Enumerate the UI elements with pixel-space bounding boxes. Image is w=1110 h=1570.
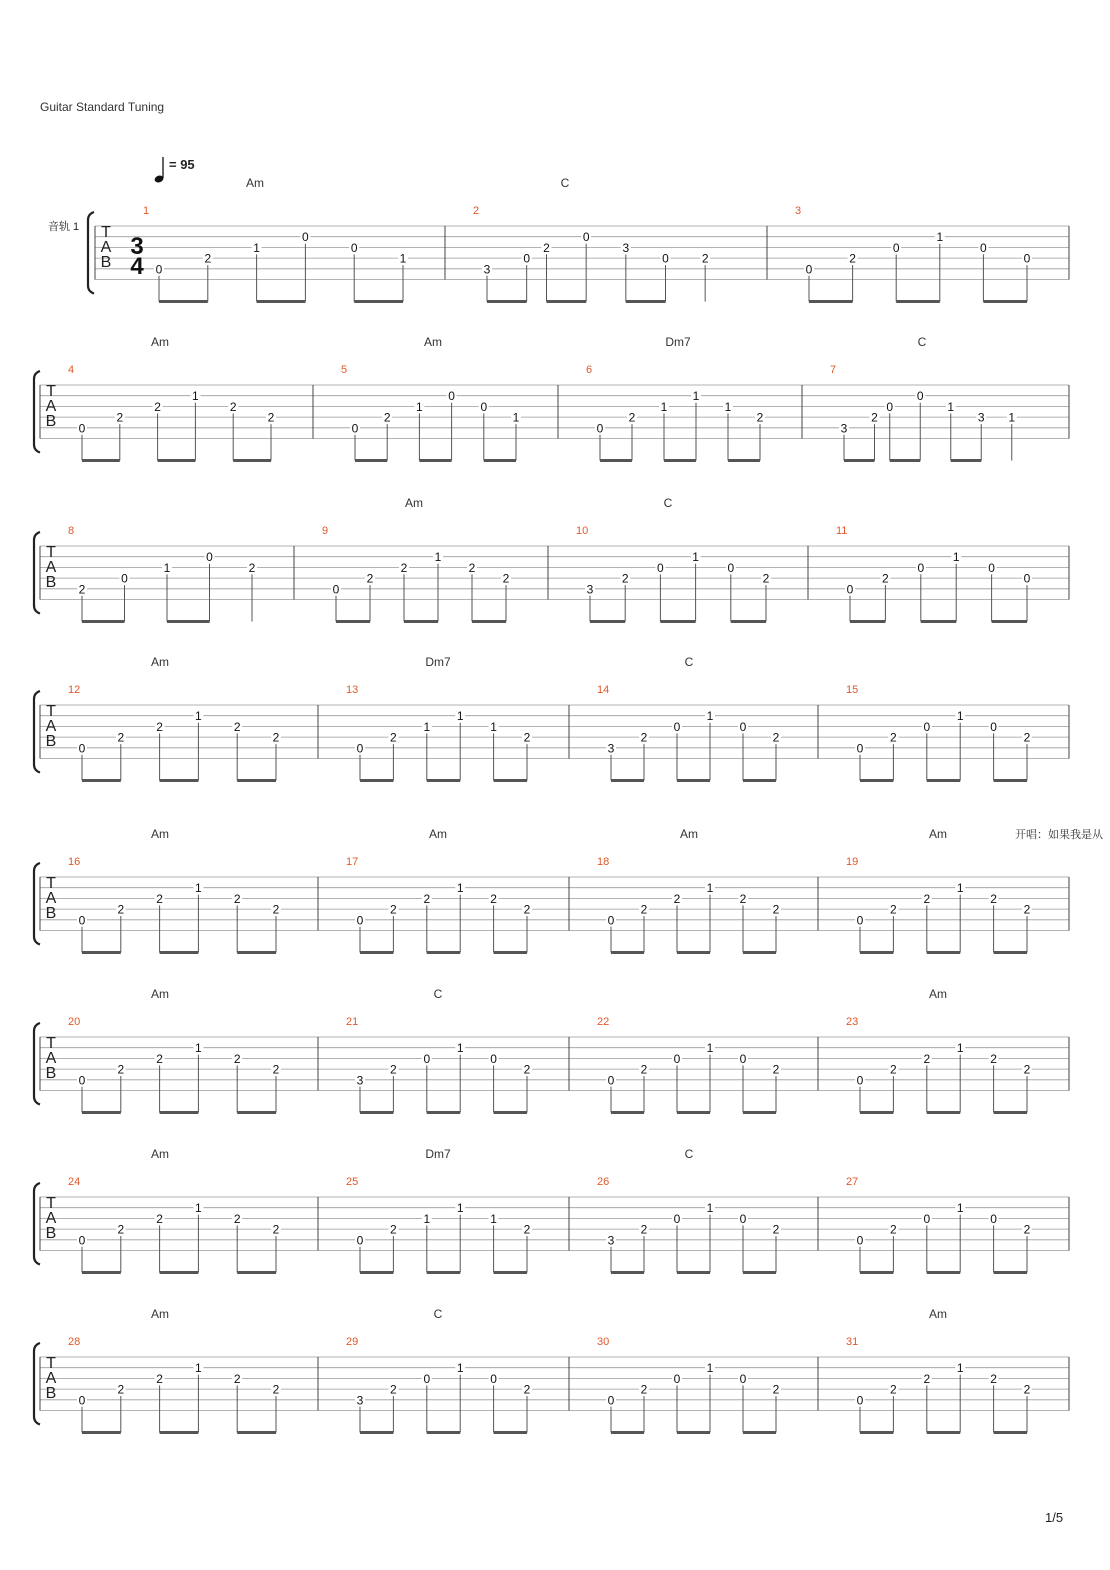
- measure-number: 28: [68, 1336, 81, 1348]
- fret-number: 2: [272, 1062, 280, 1077]
- chord-label: Am: [151, 987, 169, 1001]
- fret-number: 1: [706, 1201, 714, 1216]
- fret-number: 2: [1023, 1062, 1031, 1077]
- tab-clef-letter: A: [45, 398, 57, 415]
- fret-number: 0: [78, 741, 86, 756]
- fret-number: 0: [916, 389, 924, 404]
- fret-number: 0: [78, 1393, 86, 1408]
- fret-number: 0: [673, 1051, 681, 1066]
- chord-label: C: [663, 496, 673, 510]
- fret-number: 2: [640, 1382, 648, 1397]
- tempo-marking: = 95: [169, 157, 195, 172]
- fret-number: 0: [596, 421, 604, 436]
- fret-number: 1: [490, 719, 497, 734]
- fret-number: 0: [990, 719, 997, 734]
- fret-number: 0: [727, 560, 735, 575]
- tab-clef-letter: B: [45, 905, 57, 922]
- fret-number: 2: [701, 251, 709, 266]
- fret-number: 0: [607, 913, 615, 928]
- measure-number: 22: [597, 1016, 610, 1028]
- fret-number: 0: [673, 1211, 681, 1226]
- tab-clef-letter: T: [46, 1195, 56, 1212]
- chord-label: C: [560, 176, 570, 190]
- measure-number: 11: [836, 525, 848, 537]
- fret-number: 2: [390, 902, 397, 917]
- fret-number: 2: [272, 902, 280, 917]
- chord-label: Am: [151, 655, 169, 669]
- fret-number: 3: [586, 582, 594, 597]
- system-bracket: [34, 863, 40, 945]
- fret-number: 2: [400, 560, 408, 575]
- fret-number: 2: [117, 1222, 125, 1237]
- chord-label: Am: [246, 176, 264, 190]
- fret-number: 1: [456, 881, 464, 896]
- fret-number: 1: [956, 709, 964, 724]
- chord-label: Am: [680, 827, 698, 841]
- tab-clef-letter: B: [45, 413, 57, 430]
- tab-clef-letter: A: [45, 559, 57, 576]
- fret-number: 0: [892, 240, 900, 255]
- fret-number: 3: [977, 410, 985, 425]
- fret-number: 1: [706, 1041, 714, 1056]
- fret-number: 1: [490, 1211, 497, 1226]
- chord-label: C: [684, 1147, 694, 1161]
- fret-number: 0: [607, 1073, 615, 1088]
- measure-number: 16: [68, 856, 81, 868]
- fret-number: 0: [856, 1073, 864, 1088]
- chord-label: Am: [151, 1307, 169, 1321]
- measure-number: 23: [846, 1016, 859, 1028]
- fret-number: 0: [662, 251, 669, 266]
- fret-number: 2: [640, 730, 648, 745]
- chord-label: C: [433, 1307, 443, 1321]
- fret-number: 2: [673, 891, 681, 906]
- measure-number: 5: [341, 364, 348, 376]
- tab-clef-letter: A: [45, 890, 57, 907]
- fret-number: 3: [622, 240, 630, 255]
- fret-number: 2: [523, 730, 531, 745]
- measure-number: 26: [597, 1176, 610, 1188]
- fret-number: 2: [923, 891, 931, 906]
- page-number: 1/5: [1045, 1510, 1064, 1525]
- measure-number: 3: [795, 205, 802, 217]
- fret-number: 2: [890, 1062, 897, 1077]
- fret-number: 0: [673, 1371, 681, 1386]
- tab-clef-letter: T: [46, 544, 56, 561]
- fret-number: 1: [434, 550, 442, 565]
- tuning-label: Guitar Standard Tuning: [40, 100, 165, 114]
- fret-number: 1: [706, 881, 714, 896]
- fret-number: 0: [78, 1073, 86, 1088]
- fret-number: 2: [117, 1382, 125, 1397]
- fret-number: 0: [856, 741, 864, 756]
- fret-number: 2: [248, 560, 256, 575]
- fret-number: 1: [195, 1201, 202, 1216]
- fret-number: 2: [543, 240, 550, 255]
- fret-number: 1: [416, 399, 423, 414]
- fret-number: 0: [523, 251, 531, 266]
- tab-clef-letter: B: [45, 574, 57, 591]
- fret-number: 2: [1023, 1222, 1031, 1237]
- fret-number: 2: [640, 1062, 648, 1077]
- fret-number: 0: [121, 571, 128, 586]
- measure-number: 31: [846, 1336, 859, 1348]
- fret-number: 2: [523, 1062, 531, 1077]
- fret-number: 0: [155, 262, 163, 277]
- system-bracket: [88, 212, 94, 294]
- fret-number: 2: [502, 571, 510, 586]
- fret-number: 3: [607, 741, 615, 756]
- fret-number: 0: [350, 240, 358, 255]
- measure-number: 25: [346, 1176, 359, 1188]
- fret-number: 2: [990, 1371, 997, 1386]
- chord-label: Am: [151, 1147, 169, 1161]
- fret-number: 2: [390, 1062, 397, 1077]
- fret-number: 2: [78, 582, 86, 597]
- fret-number: 2: [390, 730, 397, 745]
- fret-number: 0: [846, 582, 854, 597]
- fret-number: 1: [423, 719, 431, 734]
- fret-number: 1: [936, 230, 944, 245]
- chord-label: C: [684, 655, 694, 669]
- lyric-annotation: 开唱：如果我是从: [1015, 829, 1103, 841]
- fret-number: 3: [483, 262, 491, 277]
- fret-number: 2: [621, 571, 629, 586]
- tab-clef-letter: T: [46, 383, 56, 400]
- chord-label: Am: [405, 496, 423, 510]
- measure-number: 1: [143, 205, 150, 217]
- fret-number: 2: [523, 1222, 531, 1237]
- system-bracket: [34, 1183, 40, 1265]
- fret-number: 2: [156, 891, 163, 906]
- fret-number: 2: [272, 730, 280, 745]
- fret-number: 2: [628, 410, 636, 425]
- fret-number: 2: [272, 1222, 280, 1237]
- chord-label: Am: [424, 335, 442, 349]
- measure-number: 14: [597, 684, 610, 696]
- fret-number: 2: [233, 1051, 241, 1066]
- fret-number: 2: [1023, 902, 1031, 917]
- chord-label: Am: [429, 827, 447, 841]
- fret-number: 1: [456, 709, 464, 724]
- measure-number: 9: [322, 525, 329, 537]
- fret-number: 2: [923, 1371, 931, 1386]
- fret-number: 2: [272, 1382, 280, 1397]
- fret-number: 2: [154, 399, 161, 414]
- fret-number: 0: [856, 913, 864, 928]
- measure-number: 7: [830, 364, 837, 376]
- fret-number: 0: [980, 240, 987, 255]
- fret-number: 1: [195, 881, 202, 896]
- fret-number: 0: [1023, 571, 1031, 586]
- measure-number: 8: [68, 525, 75, 537]
- track-label: 音轨 1: [48, 221, 80, 233]
- tab-clef-letter: A: [45, 1050, 57, 1067]
- tab-clef-letter: B: [45, 1225, 57, 1242]
- chord-label: Am: [929, 987, 947, 1001]
- fret-number: 2: [117, 902, 125, 917]
- fret-number: 2: [204, 251, 212, 266]
- measure-number: 4: [68, 364, 75, 376]
- fret-number: 2: [117, 730, 125, 745]
- system-bracket: [34, 691, 40, 773]
- fret-number: 1: [195, 1041, 202, 1056]
- tab-clef-letter: T: [46, 1355, 56, 1372]
- fret-number: 0: [923, 719, 931, 734]
- fret-number: 2: [523, 1382, 531, 1397]
- measure-number: 10: [576, 525, 589, 537]
- fret-number: 1: [956, 1201, 964, 1216]
- fret-number: 1: [692, 550, 699, 565]
- fret-number: 0: [917, 560, 925, 575]
- fret-number: 0: [423, 1051, 431, 1066]
- measure-number: 15: [846, 684, 859, 696]
- fret-number: 2: [762, 571, 770, 586]
- fret-number: 1: [192, 389, 199, 404]
- fret-number: 1: [692, 389, 700, 404]
- fret-number: 1: [952, 550, 960, 565]
- fret-number: 1: [512, 410, 520, 425]
- fret-number: 0: [356, 1233, 364, 1248]
- fret-number: 2: [871, 410, 878, 425]
- fret-number: 2: [156, 1051, 163, 1066]
- fret-number: 2: [116, 410, 124, 425]
- fret-number: 0: [739, 1371, 747, 1386]
- chord-label: Am: [151, 335, 169, 349]
- fret-number: 0: [490, 1371, 497, 1386]
- system-bracket: [34, 1023, 40, 1105]
- fret-number: 0: [480, 399, 488, 414]
- fret-number: 1: [1008, 410, 1016, 425]
- time-signature-top: 3: [130, 233, 144, 260]
- measure-number: 18: [597, 856, 610, 868]
- fret-number: 1: [724, 399, 732, 414]
- fret-number: 0: [490, 1051, 497, 1066]
- tab-clef-letter: B: [45, 1385, 57, 1402]
- fret-number: 1: [706, 1361, 714, 1376]
- fret-number: 2: [890, 902, 897, 917]
- fret-number: 1: [456, 1201, 464, 1216]
- tab-clef-letter: B: [45, 1065, 57, 1082]
- fret-number: 1: [456, 1361, 464, 1376]
- fret-number: 1: [706, 709, 714, 724]
- measure-number: 6: [586, 364, 593, 376]
- fret-number: 2: [390, 1382, 397, 1397]
- fret-number: 0: [78, 1233, 86, 1248]
- fret-number: 2: [423, 891, 431, 906]
- fret-number: 2: [756, 410, 764, 425]
- tab-clef-letter: B: [100, 254, 112, 271]
- fret-number: 0: [356, 741, 364, 756]
- fret-number: 2: [772, 1382, 780, 1397]
- fret-number: 2: [640, 1222, 648, 1237]
- measure-number: 20: [68, 1016, 81, 1028]
- fret-number: 1: [163, 560, 171, 575]
- tab-clef-letter: A: [45, 1370, 57, 1387]
- fret-number: 0: [856, 1393, 864, 1408]
- fret-number: 0: [886, 399, 894, 414]
- tab-clef-letter: B: [45, 733, 57, 750]
- fret-number: 2: [156, 1371, 163, 1386]
- fret-number: 2: [383, 410, 391, 425]
- fret-number: 2: [156, 719, 163, 734]
- fret-number: 0: [657, 560, 664, 575]
- fret-number: 0: [332, 582, 340, 597]
- fret-number: 0: [78, 421, 86, 436]
- measure-number: 19: [846, 856, 859, 868]
- fret-number: 0: [78, 913, 86, 928]
- tab-clef-letter: A: [45, 1210, 57, 1227]
- fret-number: 0: [988, 560, 995, 575]
- fret-number: 0: [739, 1211, 747, 1226]
- fret-number: 0: [448, 389, 455, 404]
- fret-number: 0: [582, 230, 590, 245]
- fret-number: 2: [233, 891, 241, 906]
- fret-number: 1: [195, 1361, 202, 1376]
- fret-number: 2: [366, 571, 374, 586]
- fret-number: 2: [390, 1222, 397, 1237]
- fret-number: 0: [739, 719, 747, 734]
- fret-number: 2: [117, 1062, 125, 1077]
- fret-number: 2: [640, 902, 648, 917]
- measure-number: 27: [846, 1176, 859, 1188]
- system-bracket: [34, 532, 40, 614]
- fret-number: 2: [890, 730, 897, 745]
- fret-number: 1: [956, 881, 964, 896]
- fret-number: 1: [956, 1361, 964, 1376]
- chord-label: Am: [151, 827, 169, 841]
- fret-number: 2: [1023, 730, 1031, 745]
- fret-number: 2: [772, 730, 780, 745]
- chord-label: Dm7: [425, 655, 451, 669]
- system-bracket: [34, 371, 40, 453]
- fret-number: 0: [990, 1211, 997, 1226]
- tab-clef-letter: T: [46, 875, 56, 892]
- measure-number: 13: [346, 684, 359, 696]
- fret-number: 2: [233, 1211, 241, 1226]
- fret-number: 0: [351, 421, 359, 436]
- fret-number: 2: [233, 719, 241, 734]
- fret-number: 2: [890, 1222, 897, 1237]
- fret-number: 0: [1023, 251, 1031, 266]
- fret-number: 0: [206, 550, 213, 565]
- fret-number: 2: [849, 251, 856, 266]
- fret-number: 0: [673, 719, 681, 734]
- tab-clef-letter: T: [101, 224, 111, 241]
- fret-number: 0: [739, 1051, 747, 1066]
- measure-number: 24: [68, 1176, 81, 1188]
- fret-number: 0: [856, 1233, 864, 1248]
- chord-label: Am: [929, 827, 947, 841]
- fret-number: 3: [356, 1073, 364, 1088]
- measure-number: 12: [68, 684, 81, 696]
- fret-number: 1: [456, 1041, 464, 1056]
- fret-number: 2: [739, 891, 747, 906]
- fret-number: 2: [990, 891, 997, 906]
- fret-number: 2: [490, 891, 497, 906]
- fret-number: 0: [805, 262, 813, 277]
- fret-number: 2: [156, 1211, 163, 1226]
- fret-number: 2: [990, 1051, 997, 1066]
- fret-number: 0: [423, 1371, 431, 1386]
- fret-number: 2: [772, 902, 780, 917]
- fret-number: 0: [356, 913, 364, 928]
- fret-number: 2: [923, 1051, 931, 1066]
- fret-number: 1: [660, 399, 668, 414]
- chord-label: Dm7: [665, 335, 691, 349]
- fret-number: 2: [772, 1062, 780, 1077]
- fret-number: 2: [890, 1382, 897, 1397]
- fret-number: 2: [267, 410, 275, 425]
- fret-number: 0: [607, 1393, 615, 1408]
- fret-number: 2: [233, 1371, 241, 1386]
- fret-number: 2: [523, 902, 531, 917]
- fret-number: 1: [947, 399, 955, 414]
- measure-number: 21: [346, 1016, 359, 1028]
- tab-clef-letter: A: [100, 239, 112, 256]
- tab-clef-letter: T: [46, 1035, 56, 1052]
- fret-number: 1: [423, 1211, 431, 1226]
- fret-number: 2: [468, 560, 476, 575]
- chord-label: Dm7: [425, 1147, 451, 1161]
- fret-number: 2: [882, 571, 889, 586]
- chord-label: Am: [929, 1307, 947, 1321]
- fret-number: 1: [253, 240, 260, 255]
- fret-number: 2: [1023, 1382, 1031, 1397]
- fret-number: 2: [229, 399, 237, 414]
- fret-number: 3: [607, 1233, 615, 1248]
- time-signature-bottom: 4: [130, 253, 144, 280]
- measure-number: 30: [597, 1336, 610, 1348]
- system-bracket: [34, 1343, 40, 1425]
- fret-number: 2: [772, 1222, 780, 1237]
- chord-label: C: [917, 335, 927, 349]
- measure-number: 2: [473, 205, 480, 217]
- measure-number: 17: [346, 856, 359, 868]
- fret-number: 0: [302, 230, 309, 245]
- chord-label: C: [433, 987, 443, 1001]
- fret-number: 0: [923, 1211, 931, 1226]
- fret-number: 3: [356, 1393, 364, 1408]
- fret-number: 3: [840, 421, 848, 436]
- tab-clef-letter: A: [45, 718, 57, 735]
- fret-number: 1: [195, 709, 202, 724]
- tab-clef-letter: T: [46, 703, 56, 720]
- measure-number: 29: [346, 1336, 359, 1348]
- fret-number: 1: [399, 251, 407, 266]
- fret-number: 1: [956, 1041, 964, 1056]
